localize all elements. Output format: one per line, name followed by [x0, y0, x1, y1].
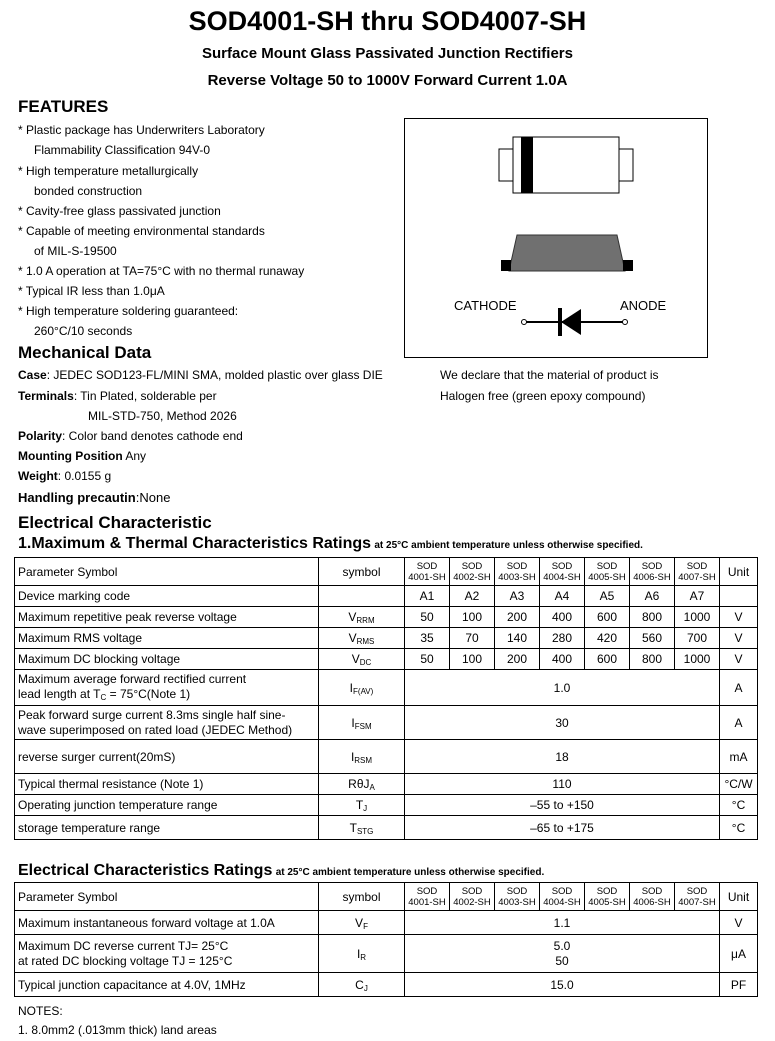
terminals-value: : Tin Plated, solderable per [73, 389, 217, 403]
feature-line: * Capable of meeting environmental standards [18, 224, 265, 238]
value-cell: A5 [585, 586, 630, 607]
polarity-line [18, 429, 243, 443]
table-row [15, 628, 758, 649]
value-cell: 600 [585, 649, 630, 670]
param-cell: Maximum repetitive peak reverse voltage [15, 607, 319, 628]
electrical-heading: Electrical Characteristic [18, 513, 212, 532]
unit-cell: V [720, 649, 758, 670]
unit-cell: °C [720, 816, 758, 840]
unit-cell: A [720, 670, 758, 706]
part-header: SOD 4006-SH [630, 883, 675, 911]
value-cell: 560 [630, 628, 675, 649]
part-header: SOD 4003-SH [495, 883, 540, 911]
value-cell: 140 [495, 628, 540, 649]
package-drawing-svg [405, 119, 709, 359]
param-cell: Maximum RMS voltage [15, 628, 319, 649]
param-cell: Maximum instantaneous forward voltage at 1.0A [15, 911, 319, 935]
param-cell: storage temperature range [15, 816, 319, 840]
symbol-cell: $V_{RMS}$ [319, 628, 405, 649]
mechanical-heading: Mechanical Data [18, 343, 152, 362]
table-header-row [15, 558, 758, 586]
value-cell: 70 [450, 628, 495, 649]
notes-heading: NOTES: [18, 1004, 63, 1018]
param-cell: Maximum average forward rectified current lead length at $T_C$ = 75°C(Note 1) [15, 670, 319, 706]
unit-cell: mA [720, 740, 758, 774]
param-cell: reverse surger current(20mS) [15, 740, 319, 774]
table-row [15, 607, 758, 628]
param-header: Parameter Symbol [15, 883, 319, 911]
feature-line: Flammability Classification 94V-0 [34, 143, 211, 157]
value-cell: 35 [405, 628, 450, 649]
lead-right-top [619, 149, 633, 181]
value-cell: 400 [540, 649, 585, 670]
value-cell: 15.0 [405, 973, 720, 997]
symbol-cell: $I_{FSM}$ [319, 706, 405, 740]
symbol-cell: $I_R$ [319, 935, 405, 973]
value-cell: 1.1 [405, 911, 720, 935]
section2-note: at 25°C ambient temperature unless otherwise specified. [275, 867, 545, 878]
part-header: SOD 4005-SH [585, 883, 630, 911]
section1-title: 1.Maximum & Thermal Characteristics Ratings [18, 535, 372, 552]
value-cell: A3 [495, 586, 540, 607]
symbol-cell: $V_{DC}$ [319, 649, 405, 670]
table-header-row [15, 883, 758, 911]
table-row [15, 911, 758, 935]
unit-cell: V [720, 911, 758, 935]
unit-cell: °C/W [720, 774, 758, 795]
table-row [15, 706, 758, 740]
value-cell: 600 [585, 607, 630, 628]
unit-header: Unit [720, 883, 758, 911]
value-cell: 420 [585, 628, 630, 649]
table-row [15, 973, 758, 997]
unit-cell: V [720, 607, 758, 628]
unit-header: Unit [720, 558, 758, 586]
cathode-label: CATHODE [454, 298, 517, 313]
diode-triangle [561, 309, 581, 335]
table-row [15, 774, 758, 795]
mounting-label: Mounting Position [18, 449, 123, 463]
feature-line: bonded construction [34, 184, 143, 198]
value-cell: 200 [495, 607, 540, 628]
unit-cell: μA [720, 935, 758, 973]
symbol-cell: $I_{RSM}$ [319, 740, 405, 774]
page-title: SOD4001-SH thru SOD4007-SH [188, 6, 587, 36]
polarity-label: Polarity [18, 429, 63, 443]
section2-title: Electrical Characteristics Ratings [18, 862, 273, 879]
unit-cell: A [720, 706, 758, 740]
part-header: SOD 4003-SH [495, 558, 540, 586]
part-header: SOD 4001-SH [405, 558, 450, 586]
param-cell: Typical thermal resistance (Note 1) [15, 774, 319, 795]
value-cell: A6 [630, 586, 675, 607]
part-header: SOD 4007-SH [675, 558, 720, 586]
package-diagram [404, 118, 708, 358]
param-cell: Maximum DC reverse current TJ= 25°C at rated DC blocking voltage TJ = 125°C [15, 935, 319, 973]
mounting-line [18, 449, 146, 463]
table-row [15, 740, 758, 774]
unit-cell: °C [720, 795, 758, 816]
lead-left-side [501, 260, 511, 271]
cathode-band [521, 137, 533, 193]
feature-line: * Plastic package has Underwriters Laboratory [18, 123, 265, 137]
package-body-side [509, 235, 625, 271]
feature-line: 260°C/10 seconds [34, 324, 133, 338]
terminals-value-2: MIL-STD-750, Method 2026 [88, 409, 237, 423]
section1-heading [18, 535, 643, 553]
table-row [15, 935, 758, 973]
weight-label: Weight [18, 469, 58, 483]
mounting-value: Any [122, 449, 147, 463]
feature-line: of MIL-S-19500 [34, 244, 117, 258]
feature-line: * High temperature soldering guaranteed: [18, 304, 239, 318]
value-cell: 1000 [675, 607, 720, 628]
terminals-label: Terminals [18, 389, 74, 403]
halogen-declaration-2: Halogen free (green epoxy compound) [440, 389, 646, 403]
handling-value: :None [135, 490, 171, 505]
table-row [15, 649, 758, 670]
part-header: SOD 4005-SH [585, 558, 630, 586]
symbol-cell: $I_{F(AV)}$ [319, 670, 405, 706]
part-header: SOD 4004-SH [540, 558, 585, 586]
param-cell: Operating junction temperature range [15, 795, 319, 816]
value-cell: 800 [630, 607, 675, 628]
part-header: SOD 4007-SH [675, 883, 720, 911]
value-cell: 50 [405, 649, 450, 670]
symbol-header: symbol [319, 883, 405, 911]
part-header: SOD 4001-SH [405, 883, 450, 911]
handling-line [18, 490, 170, 505]
param-cell: Peak forward surge current 8.3ms single half sine- wave superimposed on rated load (JEDEC Method) [15, 706, 319, 740]
value-cell: 110 [405, 774, 720, 795]
electrical-ratings-table [14, 882, 758, 997]
anode-terminal [623, 320, 628, 325]
value-cell: A2 [450, 586, 495, 607]
value-cell: 1000 [675, 649, 720, 670]
handling-label: Handling precautin [18, 490, 136, 505]
param-cell: Device marking code [15, 586, 319, 607]
case-line [18, 368, 383, 382]
feature-line: * Typical IR less than 1.0μA [18, 284, 165, 298]
value-cell: 18 [405, 740, 720, 774]
feature-line: * 1.0 A operation at TA=75°C with no thermal runaway [18, 264, 305, 278]
value-cell: A7 [675, 586, 720, 607]
section1-note: at 25°C ambient temperature unless otherwise specified. [374, 540, 643, 551]
section2-heading [18, 862, 544, 880]
weight-value: : 0.0155 g [57, 469, 112, 483]
symbol-header: symbol [319, 558, 405, 586]
value-cell: A1 [405, 586, 450, 607]
case-value: : JEDEC SOD123-FL/MINI SMA, molded plastic over glass DIE [46, 368, 383, 382]
table-row [15, 670, 758, 706]
cathode-terminal [522, 320, 527, 325]
lead-right-side [623, 260, 633, 271]
value-cell: 200 [495, 649, 540, 670]
weight-line [18, 469, 111, 483]
max-ratings-table [14, 557, 758, 840]
value-cell: 100 [450, 649, 495, 670]
symbol-cell: $V_{RRM}$ [319, 607, 405, 628]
value-cell: –65 to +175 [405, 816, 720, 840]
unit-cell [720, 586, 758, 607]
page-subtitle-2: Reverse Voltage 50 to 1000V Forward Current 1.0A [207, 72, 568, 89]
diode-bar [558, 308, 562, 336]
param-cell: Typical junction capacitance at 4.0V, 1MHz [15, 973, 319, 997]
param-header: Parameter Symbol [15, 558, 319, 586]
table-row [15, 795, 758, 816]
value-cell: 50 [405, 607, 450, 628]
table-row [15, 586, 758, 607]
part-header: SOD 4006-SH [630, 558, 675, 586]
feature-line: * High temperature metallurgically [18, 164, 199, 178]
terminals-line [18, 389, 217, 403]
polarity-value: : Color band denotes cathode end [62, 429, 243, 443]
symbol-cell: $C_J$ [319, 973, 405, 997]
symbol-cell: $V_F$ [319, 911, 405, 935]
lead-left-top [499, 149, 513, 181]
unit-cell: V [720, 628, 758, 649]
halogen-declaration-1: We declare that the material of product is [440, 368, 659, 382]
note-1: 1. 8.0mm2 (.013mm thick) land areas [18, 1023, 217, 1037]
value-cell: 100 [450, 607, 495, 628]
value-cell: 800 [630, 649, 675, 670]
part-header: SOD 4004-SH [540, 883, 585, 911]
value-cell: A4 [540, 586, 585, 607]
features-heading: FEATURES [18, 97, 109, 116]
case-label: Case [18, 368, 47, 382]
symbol-cell [319, 586, 405, 607]
unit-cell: PF [720, 973, 758, 997]
anode-label: ANODE [620, 298, 667, 313]
table-row [15, 816, 758, 840]
value-cell: 400 [540, 607, 585, 628]
value-cell: 5.0 50 [405, 935, 720, 973]
part-header: SOD 4002-SH [450, 883, 495, 911]
feature-line: * Cavity-free glass passivated junction [18, 204, 221, 218]
param-cell: Maximum DC blocking voltage [15, 649, 319, 670]
value-cell: 700 [675, 628, 720, 649]
page-subtitle: Surface Mount Glass Passivated Junction Rectifiers [202, 45, 573, 62]
symbol-cell: RθJ$_A$ [319, 774, 405, 795]
part-header: SOD 4002-SH [450, 558, 495, 586]
value-cell: 30 [405, 706, 720, 740]
symbol-cell: $T_J$ [319, 795, 405, 816]
value-cell: –55 to +150 [405, 795, 720, 816]
symbol-cell: $T_{STG}$ [319, 816, 405, 840]
value-cell: 1.0 [405, 670, 720, 706]
value-cell: 280 [540, 628, 585, 649]
